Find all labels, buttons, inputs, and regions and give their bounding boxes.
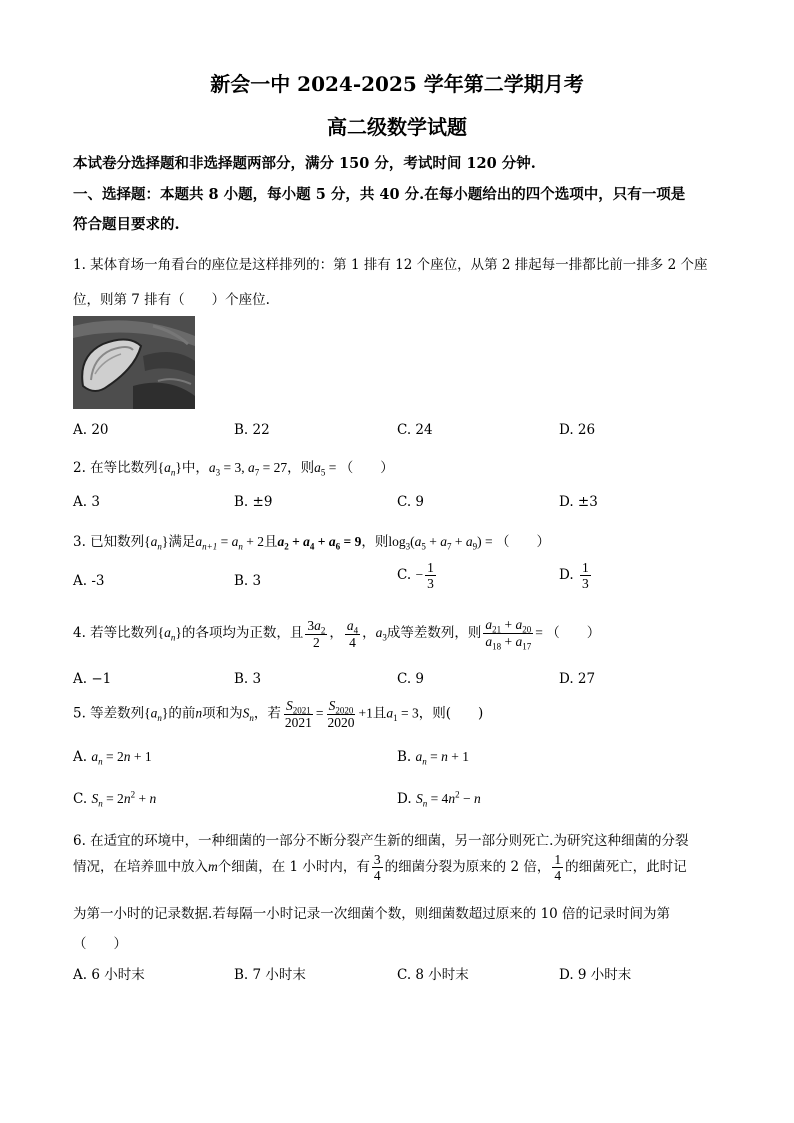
q6-option-d: D. 9 小时末 bbox=[559, 967, 632, 983]
q1-option-d: D. 26 bbox=[559, 422, 596, 438]
q6-text-line1: 6. 在适宜的环境中，一种细菌的一部分不断分裂产生新的细菌，另一部分则死亡.为研究这种细菌的分裂 bbox=[73, 833, 689, 849]
q2-option-c: C. 9 bbox=[397, 494, 425, 510]
q4-text: 4. 若等比数列$\{a_n\}$的各项均为正数，且 $\frac{3a_2}{2}$ ， $\frac{a_4}{4}$ ，$a_3$成等差数列，则 $\frac{a_{21} + a_{20}}{a_{18} + a_{17}}$ = （ ） bbox=[73, 617, 601, 652]
q3-option-d: D. $\frac{1}{3}$ bbox=[559, 560, 589, 591]
q6-text-line3: 为第一小时的记录数据.若每隔一小时记录一次细菌个数，则细菌数超过原来的 10 倍的记录时间为第 bbox=[73, 906, 671, 922]
q4-option-a: A. −1 bbox=[73, 671, 112, 687]
q6-text-line4: （ ） bbox=[73, 936, 127, 952]
q1-text-line1: 1. 某体育场一角看台的座位是这样排列的：第 1 排有 12 个座位，从第 2 排起每一排都比前一排多 2 个座 bbox=[73, 257, 708, 273]
q4-option-b: B. 3 bbox=[234, 671, 262, 687]
q1-option-b: B. 22 bbox=[234, 422, 270, 438]
q4-option-c: C. 9 bbox=[397, 671, 425, 687]
q3-option-a: A. -3 bbox=[73, 573, 105, 589]
q1-option-c: C. 24 bbox=[397, 422, 433, 438]
exam-intro: 本试卷分选择题和非选择题两部分，满分 150 分，考试时间 120 分钟. bbox=[73, 155, 536, 172]
q2-option-a: A. 3 bbox=[73, 494, 100, 510]
stadium-illustration bbox=[73, 316, 195, 409]
q5-option-b: B. $a_n = n + 1$ bbox=[397, 749, 470, 767]
section-heading-line1: 一、选择题：本题共 8 小题，每小题 5 分，共 40 分.在每小题给出的四个选项中，只有一项是 bbox=[73, 186, 686, 203]
q5-option-d: D. $S_n = 4n^2 - n$ bbox=[397, 789, 481, 809]
q5-text: 5. 等差数列$\{a_n\}$的前n项和为$S_n$，若 $\frac{S_{2021}}{2021}$ = $\frac{S_{2020}}{2020}$ +1且$a_1 = 3$，则( ) bbox=[73, 698, 484, 730]
exam-subtitle: 高二级数学试题 bbox=[327, 115, 467, 139]
q1-text-line2: 位，则第 7 排有（ ）个座位. bbox=[73, 292, 270, 308]
exam-title: 新会一中 2024-2025 学年第二学期月考 bbox=[210, 72, 584, 96]
q2-option-d: D. ±3 bbox=[559, 494, 598, 510]
q6-option-c: C. 8 小时末 bbox=[397, 967, 469, 983]
q5-option-a: A. $a_n = 2n + 1$ bbox=[73, 749, 152, 767]
q2-text: 2. 在等比数列$\{a_n\}$中，$a_3 = 3$, $a_7 = 27$，则$a_5$ = （ ） bbox=[73, 460, 394, 478]
q6-option-b: B. 7 小时末 bbox=[234, 967, 306, 983]
q6-option-a: A. 6 小时末 bbox=[73, 967, 145, 983]
q3-text: 3. 已知数列$\{a_n\}$满足$a_{n+1} = a_n + 2$且$a_2 + a_4 + a_6 = 9$，则$\log_3(a_5 + a_7 + a_9)$ = （ ） bbox=[73, 534, 550, 552]
q2-option-b: B. ±9 bbox=[234, 494, 273, 510]
q6-text-line2: 情况，在培养皿中放入m个细菌，在 1 小时内，有 $\frac{3}{4}$ 的细菌分裂为原来的 2 倍， $\frac{1}{4}$ 的细菌死亡，此时记 bbox=[73, 852, 687, 883]
q3-option-c: C. − $\frac{1}{3}$ bbox=[397, 560, 434, 591]
q4-option-d: D. 27 bbox=[559, 671, 596, 687]
q1-option-a: A. 20 bbox=[73, 422, 109, 438]
q3-option-b: B. 3 bbox=[234, 573, 262, 589]
section-heading-line2: 符合题目要求的. bbox=[73, 216, 180, 233]
stadium-photo bbox=[73, 316, 195, 409]
q5-option-c: C. $S_n = 2n^2 + n$ bbox=[73, 789, 157, 809]
